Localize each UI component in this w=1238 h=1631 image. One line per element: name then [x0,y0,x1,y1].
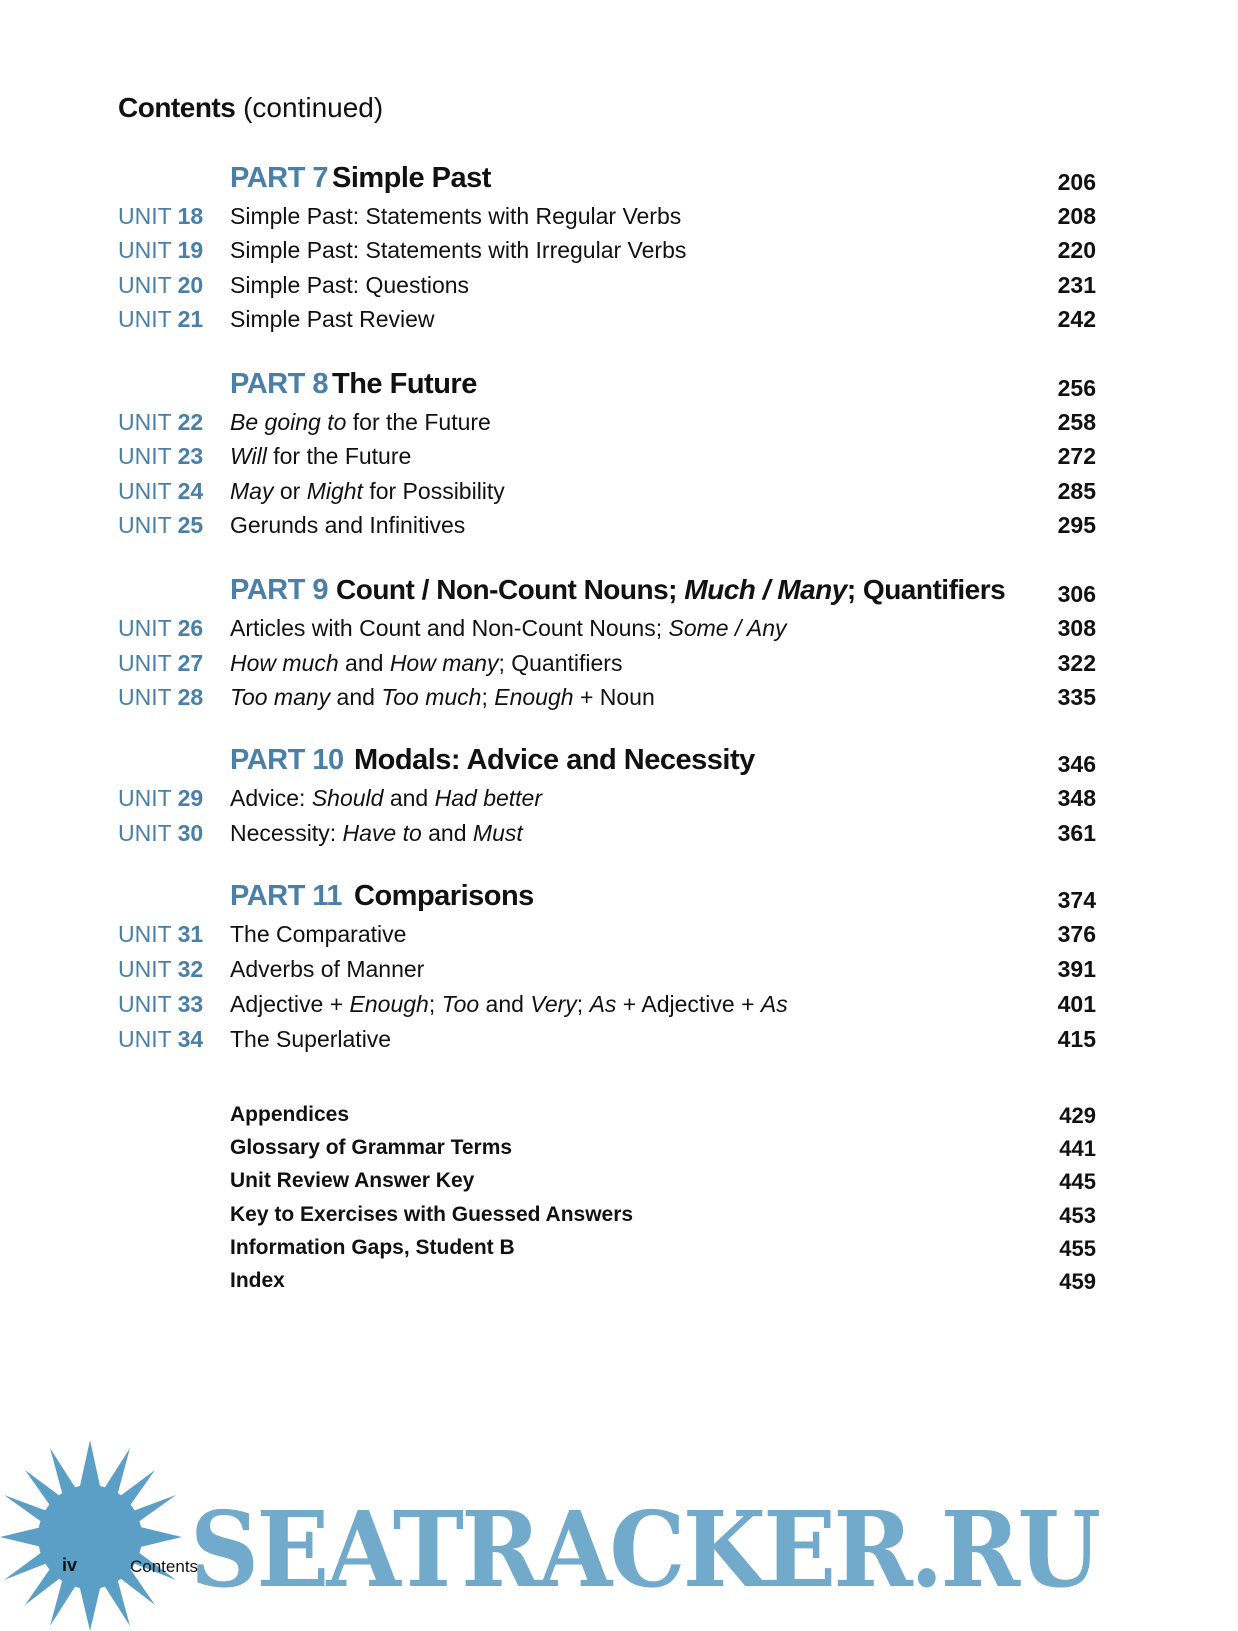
page-title [118,92,383,124]
appendix-title: Unit Review Answer Key [230,1169,475,1192]
footer-page-number: iv [62,1555,78,1575]
unit-label: UNIT 27 [118,650,204,676]
unit-title: Simple Past: Statements with Irregular Verbs [230,237,687,263]
unit-title: The Superlative [230,1026,392,1052]
page-number: 376 [1057,921,1096,947]
unit-label: UNIT 30 [118,820,204,846]
page-number: 285 [1057,478,1096,504]
part-title: Count / Non-Count Nouns; Much / Many; Quantifiers [336,574,1006,605]
page-number: 206 [1057,169,1096,195]
unit-title: Simple Past: Statements with Regular Verbs [230,203,682,229]
unit-label: UNIT 34 [118,1026,204,1052]
page-number: 346 [1057,751,1096,777]
page-number: 242 [1057,306,1096,332]
page-number: 391 [1057,956,1096,982]
unit-label: UNIT 33 [118,991,204,1017]
unit-label: UNIT 26 [118,615,204,641]
page-number: 322 [1057,650,1096,676]
part-label: PART 9 [230,574,328,606]
unit-title: Be going to for the Future [230,409,491,435]
appendix-title: Key to Exercises with Guessed Answers [230,1203,634,1226]
part-label: PART 7 [230,162,328,194]
unit-label: UNIT 31 [118,921,204,947]
unit-title: The Comparative [230,921,407,947]
footer-section-label: Contents [130,1557,199,1576]
unit-label: UNIT 24 [118,478,204,504]
page-number: 220 [1057,237,1096,263]
unit-label: UNIT 21 [118,306,204,332]
unit-label: UNIT 28 [118,684,204,710]
part-title: The Future [332,368,477,400]
unit-title: Will for the Future [230,443,412,469]
appendix-title: Index [230,1269,285,1292]
page-number: 453 [1059,1203,1096,1228]
appendix-title: Information Gaps, Student B [230,1236,515,1259]
page-number: 361 [1057,820,1096,846]
unit-label: UNIT 23 [118,443,204,469]
unit-title: Adverbs of Manner [230,956,425,982]
page-number: 272 [1057,443,1096,469]
page-number: 401 [1057,991,1096,1017]
part-label: PART 11 [230,880,343,912]
unit-title: May or Might for Possibility [230,478,505,504]
contents-heading: Contents [118,92,236,123]
unit-title: Adjective + Enough; Too and Very; As + Adjective + As [230,991,788,1017]
page-number: 348 [1057,785,1096,811]
appendix-title: Glossary of Grammar Terms [230,1136,513,1159]
part-title: Modals: Advice and Necessity [354,744,755,776]
appendix-title: Appendices [230,1103,350,1126]
unit-title: Simple Past Review [230,306,435,332]
unit-title: Advice: Should and Had better [230,785,543,811]
unit-title: Gerunds and Infinitives [230,512,466,538]
page-number: 231 [1057,272,1096,298]
unit-label: UNIT 32 [118,956,204,982]
unit-title: Simple Past: Questions [230,272,470,298]
page-number: 441 [1059,1136,1096,1161]
unit-title: How much and How many; Quantifiers [230,650,623,676]
unit-title: Articles with Count and Non-Count Nouns; Some / Any [230,615,787,641]
page-number: 306 [1057,581,1096,607]
page-number: 429 [1059,1103,1096,1128]
part-title: Simple Past [332,162,491,194]
page-number: 445 [1059,1169,1096,1194]
sun-watermark-icon [0,1440,190,1631]
page-number: 295 [1057,512,1096,538]
page-number: 335 [1057,684,1096,710]
part-label: PART 10 [230,744,344,776]
unit-label: UNIT 19 [118,237,204,263]
unit-title: Necessity: Have to and Must [230,820,523,846]
page-number: 256 [1057,375,1096,401]
page-number: 208 [1057,203,1096,229]
unit-title: Too many and Too much; Enough + Noun [230,684,655,710]
page-number: 374 [1057,887,1096,913]
unit-label: UNIT 22 [118,409,204,435]
watermark-text: SEATRACKER.RU [190,1488,1099,1611]
part-label: PART 8 [230,368,328,400]
page-number: 415 [1057,1026,1096,1052]
page-number: 459 [1059,1269,1096,1294]
part-title: Comparisons [354,880,534,912]
unit-label: UNIT 29 [118,785,204,811]
page-number: 308 [1057,615,1096,641]
unit-label: UNIT 18 [118,203,204,229]
unit-label: UNIT 25 [118,512,204,538]
page-number: 455 [1059,1236,1096,1261]
page-number: 258 [1057,409,1096,435]
unit-label: UNIT 20 [118,272,204,298]
contents-subtitle: (continued) [243,92,384,123]
